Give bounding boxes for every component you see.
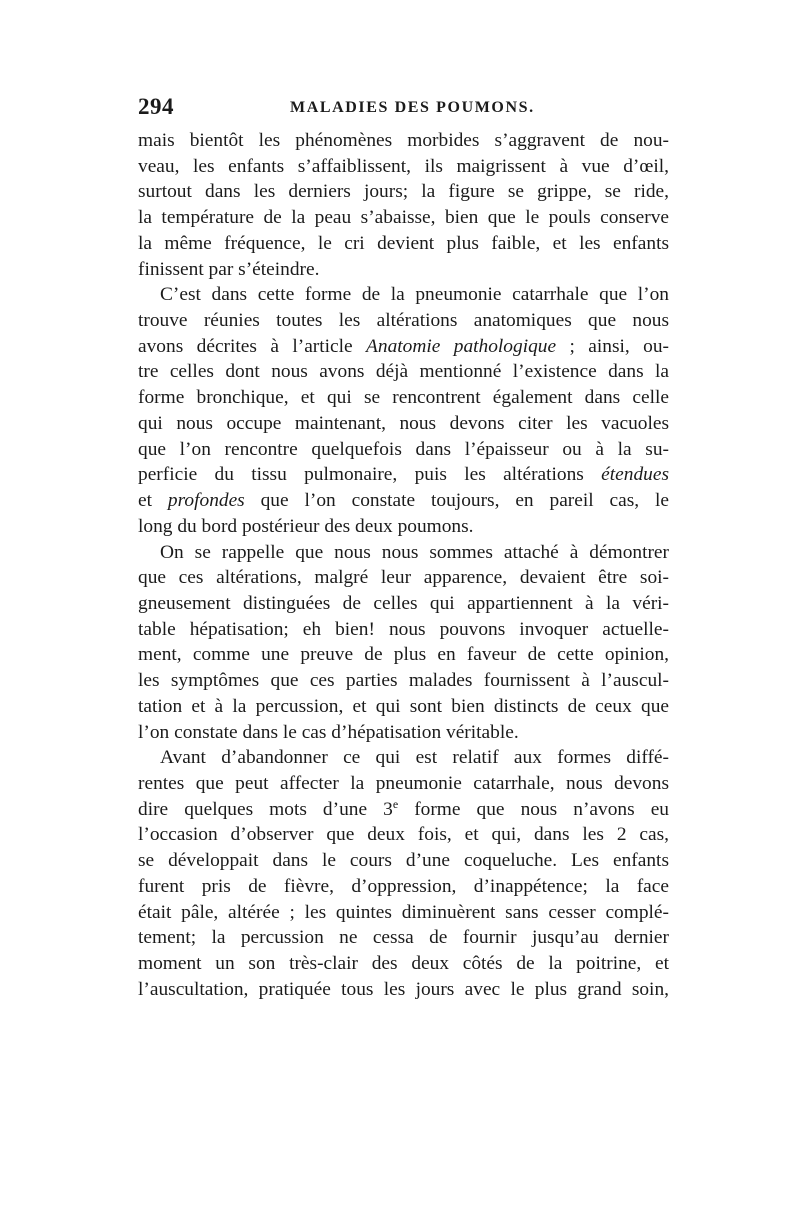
text-segment: l’auscultation, pratiquée tous les jours avec le plus grand soin,	[138, 978, 669, 1000]
text-segment: et	[138, 490, 168, 512]
italic-text: profondes	[167, 490, 245, 512]
text-segment: que ces altérations, malgré leur apparence, devaient être soi-	[138, 567, 669, 589]
text-segment: tement; la percussion ne cessa de fournir jusqu’au dernier	[138, 927, 669, 949]
text-line	[138, 617, 669, 643]
text-segment: tre celles dont nous avons déjà mentionné l’existence dans la	[138, 361, 669, 383]
text-segment: était pâle, altérée ; les quintes diminuèrent sans cesser complé-	[138, 901, 669, 923]
body-text	[138, 128, 669, 1002]
text-segment: ment, comme une preuve de plus en faveur de cette opinion,	[138, 644, 669, 666]
text-segment: dire quelques mots d’une 3	[138, 798, 393, 820]
text-line	[138, 848, 669, 874]
text-line	[138, 411, 669, 437]
text-segment: tation et à la percussion, et qui sont bien distincts de ceux que	[138, 695, 669, 717]
text-line	[138, 668, 669, 694]
text-line	[138, 385, 669, 411]
text-line	[138, 334, 669, 360]
text-segment: forme bronchique, et qui se rencontrent également dans celle	[138, 387, 669, 409]
text-line	[138, 462, 669, 488]
text-line	[138, 359, 669, 385]
text-segment: la température de la peau s’abaisse, bien que le pouls conserve	[138, 207, 669, 229]
text-segment: long du bord postérieur des deux poumons.	[138, 515, 474, 537]
text-line	[138, 822, 669, 848]
text-segment: surtout dans les derniers jours; la figure se grippe, se ride,	[138, 181, 669, 203]
text-line	[138, 771, 669, 797]
text-line	[138, 591, 669, 617]
text-line	[138, 874, 669, 900]
text-segment: ; ainsi, ou-	[556, 335, 670, 357]
text-segment: perficie du tissu pulmonaire, puis les altérations	[138, 464, 602, 486]
text-line	[138, 745, 669, 771]
text-segment: finissent par s’éteindre.	[138, 258, 320, 280]
text-segment: C’est dans cette forme de la pneumonie catarrhale que l’on	[160, 284, 669, 306]
running-head: MALADIES DES POUMONS.	[290, 99, 535, 116]
text-segment: moment un son très-clair des deux côtés de la poitrine, et	[138, 953, 669, 974]
text-segment: l’occasion d’observer que deux fois, et qui, dans les 2 cas,	[138, 824, 669, 846]
text-segment: l’on constate dans le cas d’hépatisation véritable.	[138, 721, 519, 743]
text-line	[138, 642, 669, 668]
text-segment: Avant d’abandonner ce qui est relatif aux formes diffé-	[160, 747, 669, 769]
text-line	[138, 540, 669, 566]
italic-text: étendues	[601, 464, 669, 486]
text-line	[138, 720, 669, 746]
text-line	[138, 925, 669, 951]
text-line	[138, 128, 669, 154]
text-segment: la même fréquence, le cri devient plus faible, et les enfants	[138, 232, 669, 254]
text-segment: furent pris de fièvre, d’oppression, d’inappétence; la face	[138, 875, 669, 897]
text-line	[138, 488, 669, 514]
text-segment: que l’on constate toujours, en pareil cas, le	[244, 490, 670, 512]
text-segment: se développait dans le cours d’une coqueluche. Les enfants	[138, 850, 669, 872]
text-segment: les symptômes que ces parties malades fournissent à l’auscul-	[138, 670, 669, 692]
text-segment: On se rappelle que nous nous sommes attaché à démontrer	[160, 541, 669, 563]
text-segment: avons décrites à l’article	[138, 335, 367, 357]
text-segment: rentes que peut affecter la pneumonie catarrhale, nous devons	[138, 772, 669, 794]
text-line	[138, 977, 669, 1003]
text-line	[138, 900, 669, 926]
text-line	[138, 694, 669, 720]
text-line	[138, 797, 669, 823]
text-segment: table hépatisation; eh bien! nous pouvons invoquer actuelle-	[138, 618, 669, 640]
text-line	[138, 308, 669, 334]
text-line	[138, 179, 669, 205]
superscript: e	[392, 796, 399, 811]
text-segment: qui nous occupe maintenant, nous devons citer les vacuoles	[138, 412, 669, 434]
text-line	[138, 282, 669, 308]
text-line	[138, 257, 669, 283]
text-segment: gneusement distinguées de celles qui appartiennent à la véri-	[138, 592, 669, 614]
text-segment: trouve réunies toutes les altérations anatomiques que nous	[138, 310, 669, 332]
text-line	[138, 231, 669, 257]
text-segment: forme que nous n’avons eu	[398, 798, 670, 820]
page-header	[138, 94, 668, 122]
text-line	[138, 951, 669, 977]
text-line	[138, 154, 669, 180]
text-segment: que l’on rencontre quelquefois dans l’épaisseur ou à la su-	[138, 438, 669, 460]
italic-text: Anatomie pathologique	[366, 335, 557, 357]
text-line	[138, 437, 669, 463]
page-number: 294	[138, 94, 174, 119]
text-line	[138, 205, 669, 231]
text-segment: veau, les enfants s’affaiblissent, ils maigrissent à vue d’œil,	[138, 155, 669, 177]
text-line	[138, 565, 669, 591]
text-segment: mais bientôt les phénomènes morbides s’aggravent de nou-	[138, 130, 669, 151]
text-line	[138, 514, 669, 540]
